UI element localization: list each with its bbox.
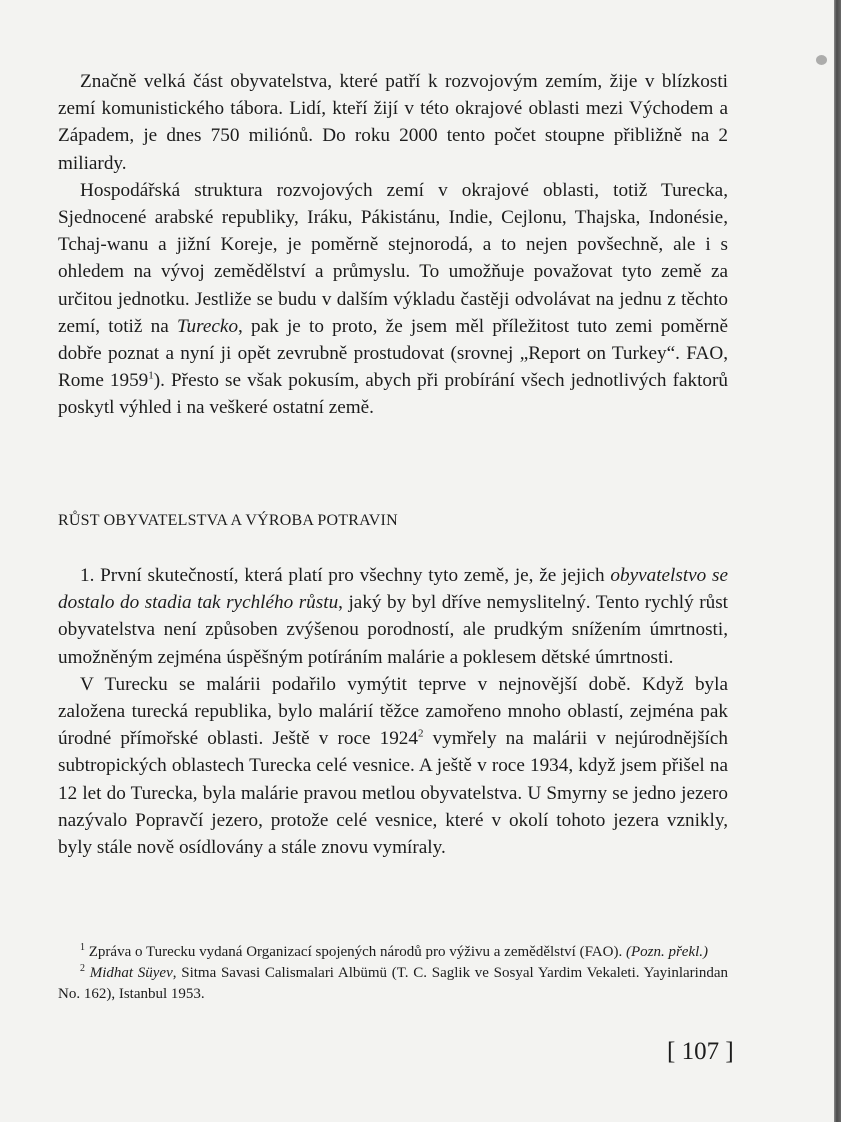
page-binding-edge xyxy=(834,0,841,1122)
paper-spot xyxy=(816,55,827,65)
paragraph-2-text-a: Hospodářská struktura rozvojových zemí v okrajové oblasti, totiž Turecka, Sjednocené arabské republiky, Iráku, Pákistánu, Indie, Cejlonu, Thajska, Indonésie, Tchaj-wanu a jižní Koreje, je poměrně stejnorodá, a to nejen povšechně, ale i s ohledem na vývoj zemědělství a průmyslu. To umožňuje považovat tyto země za určitou jednotku. Jestliže se budu v dalším výkladu častěji odvolávat na jednu z těchto zemí, totiž na xyxy=(58,179,728,337)
footnote-2-author: Midhat Süyev xyxy=(85,965,173,981)
section-heading: RŮST OBYVATELSTVA A VÝROBA POTRAVIN xyxy=(58,512,398,529)
paragraph-2-text-b: , pak je to proto, že jsem měl příležitost tuto zemi poměrně dobře poznat a nyní ji opět zevrubně prostudovat (srovnej „Report on Turkey“. FAO, Rome 1959 xyxy=(58,315,728,392)
paragraph-1: Značně velká část obyvatelstva, které patří k rozvojovým zemím, žije v blízkosti zemí komunistického tábora. Lidí, kteří žijí v této okrajové oblasti mezi Východem a Západem, je dnes 750 miliónů. Do roku 2000 tento počet stoupne přibližně na 2 miliardy. xyxy=(58,71,728,174)
footnotes xyxy=(58,942,728,1005)
footnote-2 xyxy=(58,963,728,1005)
paragraph-3 xyxy=(58,562,728,671)
body-text-top xyxy=(58,68,728,422)
paragraph-2-italic: Turecko xyxy=(176,315,239,337)
footnote-1 xyxy=(58,942,728,963)
body-text-bottom xyxy=(58,562,728,861)
footnote-ref-1: 1 xyxy=(148,369,154,382)
paragraph-3-italic: obyvatelstvo se dostalo do stadia tak rychlého růstu xyxy=(58,565,729,614)
footnote-ref-2: 2 xyxy=(418,727,424,740)
paragraph-3-text-b: , jaký by byl dříve nemyslitelný. Tento rychlý růst obyvatelstva není způsoben zvýšenou porodností, ale prudkým snížením úmrtnosti, umožněným zejména úspěšným potíráním malárie a poklesem dětské úmrtnosti. xyxy=(58,592,728,668)
paragraph-4-text-b: vymřely na malárii v nejúrodnějších subtropických oblastech Turecka celé vesnice. A ještě v roce 1934, když jsem přišel na 12 let do Turecka, byla malárie pravou metlou obyvatelstva. U Smyrny se jedno jezero nazývalo Popravčí jezero, protože celé vesnice, které v okolí tohoto jezera vznikly, byly stále nově osídlovány a stále znovu vymíraly. xyxy=(58,728,729,859)
footnote-2-text: , Sitma Savasi Calismalari Albümü (T. C. Saglik ve Sosyal Yardim Vekaleti. Yayinlarindan No. 162), Istanbul 1953. xyxy=(58,965,728,1002)
page-number: [ 107 ] xyxy=(667,1038,734,1065)
footnote-2-marker: 2 xyxy=(80,963,85,974)
paragraph-2 xyxy=(58,177,728,422)
footnote-1-text: Zpráva o Turecku vydaná Organizací spojených národů pro výživu a zemědělství (FAO). xyxy=(85,944,626,960)
paragraph-4 xyxy=(58,671,728,861)
footnote-1-italic: (Pozn. překl.) xyxy=(625,944,709,960)
paragraph-3-text-a: 1. První skutečností, která platí pro všechny tyto země, je, že jejich xyxy=(80,565,611,586)
footnote-1-marker: 1 xyxy=(80,942,85,953)
paragraph-2-text-c: ). Přesto se však pokusím, abych při probírání všech jednotlivých faktorů poskytl výhled i na veškeré ostatní země. xyxy=(58,370,728,419)
paragraph-4-text-a: V Turecku se malárii podařilo vymýtit teprve v nejnovější době. Když byla založena turecká republika, bylo malárií těžce zamořeno mnoho oblastí, zejména pak úrodné přímořské oblasti. Ještě v roce 1924 xyxy=(58,673,728,750)
